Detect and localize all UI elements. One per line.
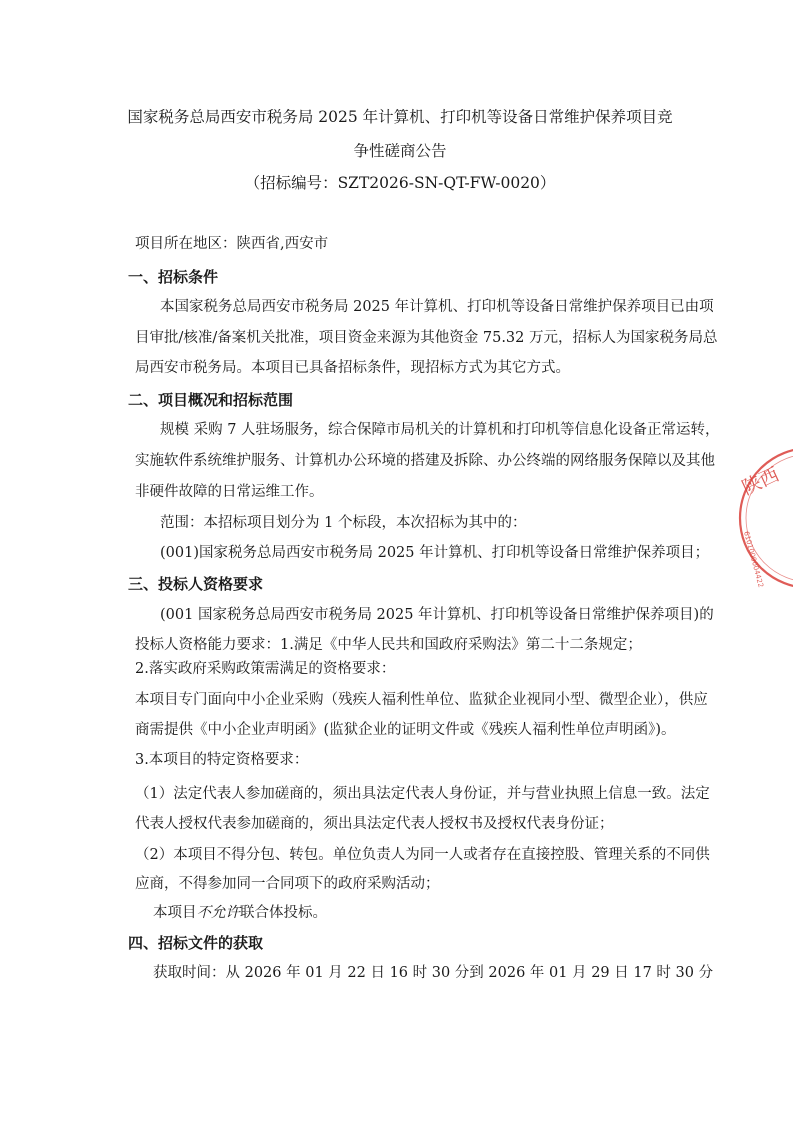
project-location: 项目所在地区：陕西省,西安市 — [135, 236, 329, 252]
official-seal-stamp — [722, 440, 793, 590]
s3-paragraph-line: 3.本项目的特定资格要求： — [135, 752, 309, 768]
tender-number: （招标编号：SZT2026-SN-QT-FW-0020） — [244, 174, 556, 192]
seal-arc-number: 6101000004422 — [742, 530, 765, 589]
section-4-heading: 四、招标文件的获取 — [128, 934, 264, 952]
s2-paragraph-line: 实施软件系统维护服务、计算机办公环境的搭建及拆除、办公终端的网络服务保障以及其他 — [135, 453, 715, 469]
s3-paragraph-line: 投标人资格能力要求：1.满足《中华人民共和国政府采购法》第二十二条规定； — [135, 637, 642, 653]
seal-graphic — [722, 440, 793, 590]
title-line-1: 国家税务总局西安市税务局 2025 年计算机、打印机等设备日常维护保养项目竞 — [127, 108, 673, 126]
s1-paragraph-line: 目审批/核准/备案机关批准，项目资金来源为其他资金 75.32 万元，招标人为国家税务局总 — [135, 330, 718, 346]
s3-paragraph-line: 应商，不得参加同一合同项下的政府采购活动； — [135, 876, 440, 892]
section-2-heading: 二、项目概况和招标范围 — [128, 391, 294, 409]
s3-paragraph-line: 本项目专门面向中小企业采购（残疾人福利性单位、监狱企业视同小型、微型企业），供应 — [135, 692, 708, 708]
s1-paragraph-line: 本国家税务总局西安市税务局 2025 年计算机、打印机等设备日常维护保养项目已由项 — [160, 299, 714, 315]
section-3-heading: 三、投标人资格要求 — [128, 575, 264, 593]
s2-paragraph-line: 非硬件故障的日常运维工作。 — [135, 484, 324, 500]
seal-text: 陕西 — [738, 463, 783, 500]
s4-acquisition-time: 获取时间：从 2026 年 01 月 22 日 16 时 30 分到 2026 年 01 月 29 日 17 时 30 分 — [153, 965, 714, 981]
s3-paragraph-line: （2）本项目不得分包、转包。单位负责人为同一人或者存在直接控股、管理关系的不同供 — [135, 847, 710, 863]
s3-paragraph-line: 2.落实政府采购政策需满足的资格要求： — [135, 661, 396, 677]
s3-consortium-prefix: 本项目 — [153, 905, 197, 921]
s3-consortium-line — [153, 903, 327, 923]
s3-paragraph-line: （1）法定代表人参加磋商的，须出具法定代表人身份证，并与营业执照上信息一致。法定 — [135, 786, 710, 802]
s3-consortium-suffix: 联合体投标。 — [240, 905, 327, 921]
s3-paragraph-line: 商需提供《中小企业声明函》(监狱企业的证明文件或《残疾人福利性单位声明函》)。 — [135, 722, 676, 738]
s1-paragraph-line: 局西安市税务局。本项目已具备招标条件，现招标方式为其它方式。 — [135, 360, 570, 376]
s3-paragraph-line: (001 国家税务总局西安市税务局 2025 年计算机、打印机等设备日常维护保养项目)的 — [160, 607, 714, 623]
s2-lot: (001)国家税务总局西安市税务局 2025 年计算机、打印机等设备日常维护保养项目； — [160, 545, 710, 561]
s2-scope: 范围：本招标项目划分为 1 个标段，本次招标为其中的： — [160, 515, 527, 531]
s3-paragraph-line: 代表人授权代表参加磋商的，须出具法定代表人授权书及授权代表身份证； — [135, 816, 614, 832]
s3-consortium-emphasis: 不允许 — [196, 905, 240, 921]
title-line-2: 争性磋商公告 — [353, 142, 447, 160]
section-1-heading: 一、招标条件 — [128, 268, 219, 286]
s2-paragraph-line: 规模 采购 7 人驻场服务，综合保障市局机关的计算机和打印机等信息化设备正常运转， — [160, 422, 720, 438]
